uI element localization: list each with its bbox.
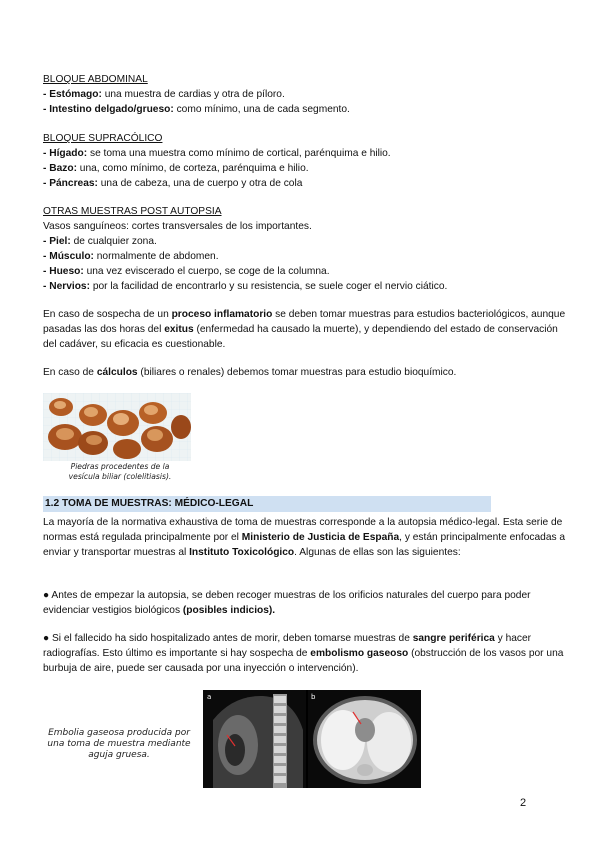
item-text: como mínimo, una de cada segmento.	[173, 104, 350, 115]
text: (biliares o renales) debemos tomar muestras para estudio bioquímico.	[137, 367, 457, 378]
text: , y están principalmente enfocadas a enviar y transportar muestras al	[43, 532, 566, 558]
item-text: se toma una muestra como mínimo de cortical, parénquima e hilio.	[87, 148, 391, 159]
bullet-orificios	[43, 588, 573, 618]
text: ● Si el fallecido ha sido hospitalizado antes de morir, deben tomarse muestras de	[43, 633, 413, 644]
bold-text: sangre periférica	[412, 633, 495, 644]
ct-label-a: a	[207, 693, 212, 701]
term: - Bazo:	[43, 163, 77, 174]
text: se deben tomar muestras para estudios bacteriológicos, aunque pasadas las dos horas del	[43, 309, 566, 335]
item-text: una vez eviscerado el cuerpo, se coge de la columna.	[83, 266, 330, 277]
text: En caso de sospecha de un	[43, 309, 172, 320]
text: (enfermedad ha causado la muerte), y dependiendo del estado de conservación del cadáver, su eficacia es cuestionable.	[43, 324, 558, 350]
paragraph-calculos	[43, 365, 573, 380]
list-item	[43, 87, 573, 102]
bold-text: embolismo gaseoso	[310, 648, 409, 659]
ct-caption	[40, 728, 198, 761]
heading-supracolico: BLOQUE SUPRACÓLICO	[43, 133, 163, 144]
gallstones-caption	[60, 462, 180, 482]
list-item	[43, 102, 573, 117]
otras-intro: Vasos sanguíneos: cortes transversales de los importantes.	[43, 221, 312, 232]
term: - Estómago:	[43, 89, 102, 100]
text: La mayoría de la normativa exhaustiva de toma de muestras corresponde a la autopsia médico-legal. Esta serie de normas está regulada principalmente por el	[43, 517, 563, 543]
term: - Hígado:	[43, 148, 88, 159]
bold-text: cálculos	[96, 367, 138, 378]
list-item	[43, 161, 573, 176]
list-item	[43, 279, 573, 294]
ct-label-b: b	[311, 693, 316, 701]
text: . Algunas de ellas son las siguientes:	[294, 547, 461, 558]
text: ● Antes de empezar la autopsia, se deben recoger muestras de los orificios naturales del cuerpo para poder evidenciar vestigios biológicos	[43, 590, 531, 616]
bullet-hospitalizado	[43, 631, 573, 676]
bold-text: proceso inflamatorio	[171, 309, 273, 320]
paragraph-normativa	[43, 515, 573, 560]
term: - Piel:	[43, 236, 71, 247]
text: (obstrucción de los vasos por una burbuja de aire, puede ser causada por una inyección o intervención).	[43, 648, 564, 674]
list-item	[43, 176, 573, 191]
caption-line: vesícula biliar (colelitiasis).	[68, 472, 172, 481]
heading-abdominal: BLOQUE ABDOMINAL	[43, 74, 148, 85]
bold-text: Ministerio de Justicia de España	[241, 532, 400, 543]
page-number: 2	[520, 797, 527, 809]
item-text: una muestra de cardias y otra de píloro.	[101, 89, 285, 100]
section-title-medico-legal: 1.2 TOMA DE MUESTRAS: MÉDICO-LEGAL	[43, 496, 491, 512]
section-supracolico	[43, 131, 573, 191]
caption-line: Piedras procedentes de la	[70, 462, 170, 471]
term: - Páncreas:	[43, 178, 98, 189]
caption-line: una toma de muestra mediante	[47, 739, 191, 749]
term: - Intestino delgado/grueso:	[43, 104, 174, 115]
item-text: una, como mínimo, de corteza, parénquima e hilio.	[76, 163, 309, 174]
term: - Músculo:	[43, 251, 94, 262]
term: - Hueso:	[43, 266, 84, 277]
ct-scan-image	[203, 690, 421, 788]
term: - Nervios:	[43, 281, 90, 292]
bold-text: (posibles indicios).	[182, 605, 276, 616]
item-text: por la facilidad de encontrarlo y su resistencia, se suele coger el nervio ciático.	[90, 281, 448, 292]
list-item	[43, 249, 573, 264]
list-item	[43, 264, 573, 279]
bold-text: Instituto Toxicológico	[189, 547, 295, 558]
item-text: de cualquier zona.	[70, 236, 157, 247]
bold-text: exitus	[164, 324, 194, 335]
list-item	[43, 234, 573, 249]
caption-line: aguja gruesa.	[88, 750, 150, 760]
gallstones-image	[43, 393, 191, 461]
section-abdominal	[43, 72, 573, 117]
section-otras	[43, 204, 573, 294]
paragraph-inflamatorio	[43, 307, 573, 352]
text: En caso de	[43, 367, 97, 378]
caption-line: Embolia gaseosa producida por	[48, 728, 190, 738]
heading-otras: OTRAS MUESTRAS POST AUTOPSIA	[43, 206, 222, 217]
list-item	[43, 146, 573, 161]
item-text: normalmente de abdomen.	[93, 251, 219, 262]
item-text: una de cabeza, una de cuerpo y otra de cola	[97, 178, 303, 189]
text: y hacer radiografías. Esto último es importante si hay sospecha de	[43, 633, 532, 659]
